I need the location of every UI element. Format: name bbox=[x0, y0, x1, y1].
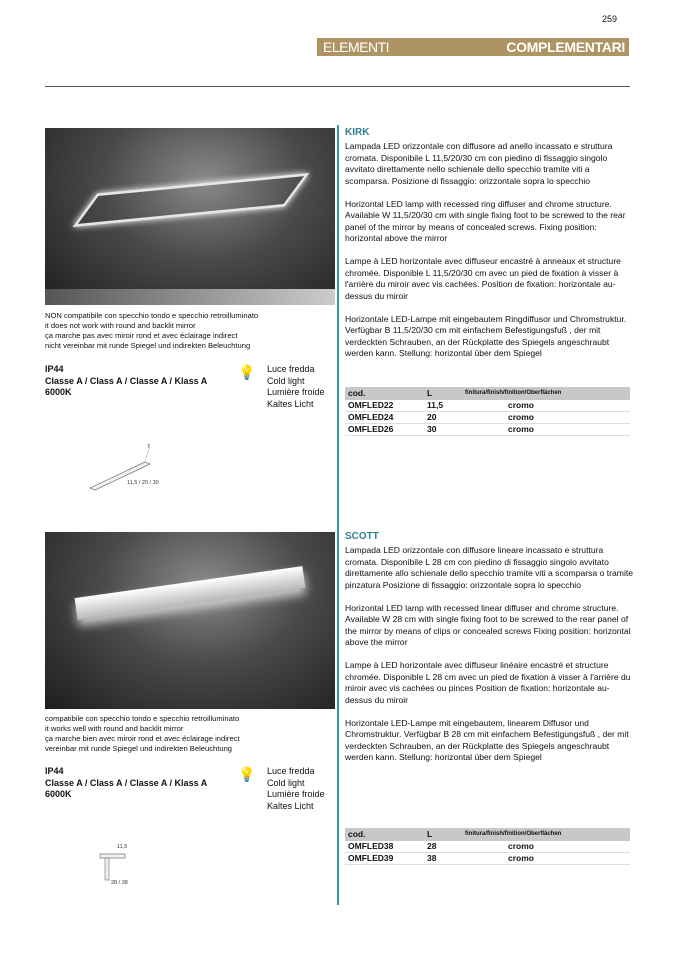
kirk-compat-note: NON compatibile con specchio tondo e specchio retroilluminato it does not work with round and backlit mirror ça marche pas avec miroir rond et avec éclairage indirect nicht vereinbar mit runde Spiegel und indirekten Beleuchtung bbox=[45, 311, 259, 350]
svg-text:11,5: 11,5 bbox=[117, 844, 128, 850]
scott-title: SCOTT bbox=[345, 531, 379, 542]
table-row: OMFLED26 30 cromo bbox=[345, 424, 630, 436]
svg-text:11,5 / 20 / 30: 11,5 / 20 / 30 bbox=[127, 480, 159, 486]
scott-description: Lampada LED orizzontale con diffusore lineare incassato e struttura cromata. Disponibile L 28 cm con piedino di fissaggio singolo avvitato direttamente allo schienale dello specchio tramite viti a scomparsa o tramite pinzatura Posizione di fissaggio: orizzontale sopra lo specchio Horizontal LED lamp with recessed linear diffuser and chrome structure. Available W 28 cm with single fixing foot to be screwed to the rear panel of the mirror by means of clips or concealed screws Fixing position: horizontal above the mirror Lampe à LED horizontale avec diffuseur linéaire encastré et structure chromée. Disponible L 28 cm avec un pied de fixation à visser à l'arrière du miroir avec vis cachées ou pinces Position de fixation: horizontale au-dessus du miroir Horizontale LED-Lampe mit eingebautem, linearem Diffusor und Chromstruktur. Verfügbar B 28 cm mit einfachem Befestigungsfuß , der mit verdeckten Schrauben, an der Rückplatte des Spiegels angeschraubt werden kann. Stellung: horizontal über dem Spiegel bbox=[345, 545, 634, 762]
section-header-band bbox=[317, 38, 629, 56]
header-right: COMPLEMENTARI bbox=[506, 39, 625, 55]
kirk-product-photo bbox=[45, 128, 335, 305]
scott-light-type: Luce fredda Cold light Lumière froide Kaltes Licht bbox=[267, 766, 325, 811]
kirk-dimension-drawing bbox=[85, 440, 195, 500]
table-row: OMFLED22 11,5 cromo bbox=[345, 400, 630, 412]
kirk-code-table: cod. L finitura/finish/finition/Oberflächen OMFLED22 11,5 cromo OMFLED24 20 cromo OMFLED26 30 cromo bbox=[345, 387, 630, 436]
svg-text:7: 7 bbox=[147, 444, 151, 450]
scott-dimension-drawing bbox=[85, 840, 195, 900]
scott-product-photo bbox=[45, 532, 335, 709]
scott-compat-note: compatibile con specchio tondo e specchio retroilluminato it works well with round and backlit mirror ça marche bien avec miroir rond et avec éclairage indirect vereinbar mit runde Spiegel und indirekten Beleuchtung bbox=[45, 714, 240, 753]
scott-code-table: cod. L finitura/finish/finition/Oberflächen OMFLED38 28 cromo OMFLED39 38 cromo bbox=[345, 828, 630, 865]
kirk-specs: IP44 Classe A / Class A / Classe A / Klass A 6000K bbox=[45, 364, 208, 397]
divider bbox=[45, 86, 630, 87]
header-left: ELEMENTI bbox=[323, 39, 390, 55]
svg-text:28 / 38: 28 / 38 bbox=[111, 880, 128, 886]
bulb-icon: 💡 bbox=[238, 766, 256, 782]
scott-specs: IP44 Classe A / Class A / Classe A / Klass A 6000K bbox=[45, 766, 208, 799]
kirk-title: KIRK bbox=[345, 127, 370, 138]
kirk-description: Lampada LED orizzontale con diffusore ad anello incassato e struttura cromata. Disponibile L 11,5/20/30 cm con piedino di fissaggio singolo avvitato direttamente nello schienale dello specchio tramite viti a scomparsa. Posizione di fissaggio: orizzontale sopra lo specchio Horizontal LED lamp with recessed ring diffuser and chrome structure. Available W 11,5/20/30 cm with single fixing foot to be screwed to the rear panel of the mirror by means of concealed screws. Fixing position: horizontal above the mirror Lampe à LED horizontale avec diffuseur encastré à anneaux et structure chromée. Disponible L 11,5/20/30 cm avec un pied de fixation à visser à l'arrière du miroir avec vis cachées. Position de fixation: horizontale au-dessus du miroir Horizontale LED-Lampe mit eingebautem Ringdiffusor und Chromstruktur. Verfügbar B 11,5/20/30 cm mit einfachem Befestigungsfuß , der mit verdeckten Schrauben, an der Rückplatte des Spiegels angeschraubt werden kann. Stellung: horizontal über dem Spiegel bbox=[345, 141, 627, 358]
table-row: OMFLED39 38 cromo bbox=[345, 853, 630, 865]
column-divider bbox=[337, 125, 339, 905]
table-row: OMFLED24 20 cromo bbox=[345, 412, 630, 424]
bulb-icon: 💡 bbox=[238, 364, 256, 380]
table-row: OMFLED38 28 cromo bbox=[345, 841, 630, 853]
kirk-light-type: Luce fredda Cold light Lumière froide Kaltes Licht bbox=[267, 364, 325, 409]
page-number: 259 bbox=[602, 14, 618, 24]
